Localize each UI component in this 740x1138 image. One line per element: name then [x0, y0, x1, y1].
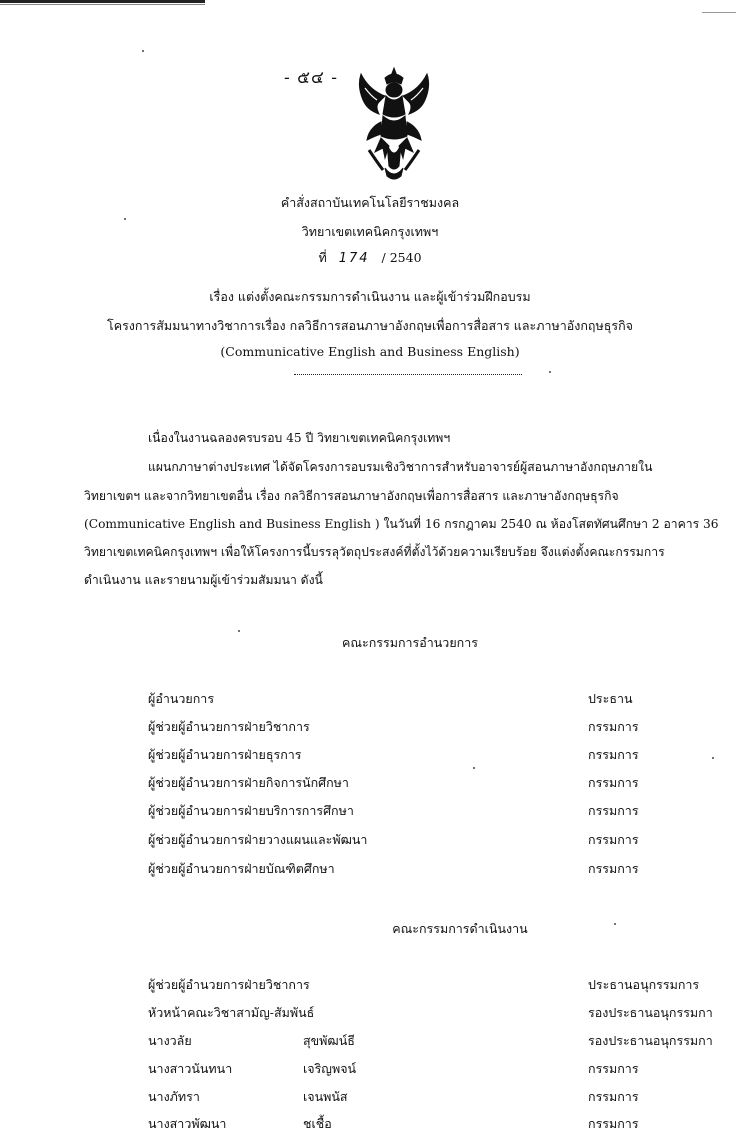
paragraph-line: (Communicative English and Business English ) ในวันที่ 16 กรกฎาคม 2540 ณ ห้องโสตทัศนศึกษา 2 อาคาร 36 — [84, 517, 719, 531]
committee-row — [0, 689, 740, 711]
project-title-english: (Communicative English and Business English) — [220, 344, 520, 359]
member-role: กรรมการ — [588, 1061, 639, 1076]
member-position: ผู้ช่วยผู้อำนวยการฝ่ายวิชาการ — [148, 977, 310, 992]
committee-row — [0, 830, 740, 852]
member-role: กรรมการ — [588, 1089, 639, 1104]
member-role: กรรมการ — [588, 803, 639, 818]
member-last-name: สุขพัฒน์ธี — [303, 1033, 355, 1048]
issuing-organization: คำสั่งสถาบันเทคโนโลยีราชมงคล — [280, 195, 460, 210]
paragraph-intro: เนื่องในงานฉลองครบรอบ 45 ปี วิทยาเขตเทคนิคกรุงเทพฯ — [148, 431, 451, 445]
member-position: ผู้ช่วยผู้อำนวยการฝ่ายบริการการศึกษา — [148, 803, 354, 818]
committee-row — [0, 859, 740, 881]
member-role: กรรมการ — [588, 832, 639, 847]
committee-row — [0, 975, 740, 997]
member-position: ผู้ช่วยผู้อำนวยการฝ่ายบัณฑิตศึกษา — [148, 861, 335, 876]
scan-speck — [549, 371, 551, 373]
issuing-campus: วิทยาเขตเทคนิคกรุงเทพฯ — [301, 224, 439, 239]
scan-edge-mark — [0, 0, 205, 3]
member-position: ผู้ช่วยผู้อำนวยการฝ่ายธุรการ — [148, 747, 302, 762]
member-last-name: เจริญพจน์ — [303, 1061, 357, 1076]
order-subject: เรื่อง แต่งตั้งคณะกรรมการดำเนินงาน และผู้เข้าร่วมฝึกอบรม — [209, 289, 531, 304]
member-last-name: เจนพนัส — [303, 1089, 348, 1104]
member-position: หัวหน้าคณะวิชาสามัญ-สัมพันธ์ — [148, 1005, 315, 1020]
paragraph-line: ดำเนินงาน และรายนามผู้เข้าร่วมสัมมนา ดังนี้ — [84, 573, 323, 587]
member-role: ประธานอนุกรรมการ — [588, 977, 700, 992]
committee-row — [0, 1059, 740, 1081]
committee-row — [0, 1003, 740, 1025]
member-position: ผู้ช่วยผู้อำนวยการฝ่ายกิจการนักศึกษา — [148, 775, 349, 790]
member-first-name: นางวลัย — [148, 1033, 192, 1048]
member-position: ผู้ช่วยผู้อำนวยการฝ่ายวิชาการ — [148, 719, 310, 734]
scan-speck — [142, 50, 144, 52]
committee-row — [0, 1114, 740, 1136]
garuda-emblem-icon — [355, 66, 433, 182]
paragraph-line: วิทยาเขตฯ และจากวิทยาเขตอื่น เรื่อง กลวิธีการสอนภาษาอังกฤษเพื่อการสื่อสาร และภาษาอังกฤษธุรกิจ — [84, 489, 619, 503]
committee-row — [0, 745, 740, 767]
member-first-name: นางสาวนันทนา — [148, 1061, 233, 1076]
dotted-separator — [294, 373, 522, 375]
committee-row — [0, 717, 740, 739]
scan-edge-mark — [702, 12, 736, 13]
scan-speck — [473, 767, 475, 769]
page-number: - ๕๔ - — [284, 68, 339, 88]
member-last-name: ชเชื้อ — [303, 1116, 332, 1131]
committee-row — [0, 773, 740, 795]
member-role: กรรมการ — [588, 719, 639, 734]
committee-row — [0, 801, 740, 823]
member-position: ผู้อำนวยการ — [148, 691, 215, 706]
scan-speck — [238, 630, 240, 632]
committee-row — [0, 1087, 740, 1109]
member-role: กรรมการ — [588, 747, 639, 762]
member-role: รองประธานอนุกรรมกา — [588, 1005, 713, 1020]
paragraph-line: แผนกภาษาต่างประเทศ ได้จัดโครงการอบรมเชิงวิชาการสำหรับอาจารย์ผู้สอนภาษาอังกฤษภายใน — [148, 460, 653, 474]
project-title: โครงการสัมมนาทางวิชาการเรื่อง กลวิธีการสอนภาษาอังกฤษเพื่อการสื่อสาร และภาษาอังกฤษธุรกิจ — [107, 318, 633, 333]
order-year: / 2540 — [381, 250, 422, 265]
member-position: ผู้ช่วยผู้อำนวยการฝ่ายวางแผนและพัฒนา — [148, 832, 368, 847]
member-first-name: นางภัทรา — [148, 1089, 200, 1104]
committee-row — [0, 1031, 740, 1053]
paragraph-line: วิทยาเขตเทคนิคกรุงเทพฯ เพื่อให้โครงการนี้บรรลุวัตถุประสงค์ที่ตั้งไว้ด้วยความเรียบร้อย จึงแต่งตั้งคณะกรรมการ — [84, 545, 665, 559]
scan-speck — [124, 218, 126, 220]
member-role: กรรมการ — [588, 775, 639, 790]
member-role: ประธาน — [588, 691, 633, 706]
member-role: กรรมการ — [588, 861, 639, 876]
member-role: กรรมการ — [588, 1116, 639, 1131]
handwritten-order-number: 174 — [338, 251, 370, 266]
member-first-name: นางสาวพัฒนา — [148, 1116, 227, 1131]
steering-committee-heading: คณะกรรมการอำนวยการ — [342, 635, 478, 650]
order-prefix: ที่ — [318, 250, 327, 265]
operating-committee-heading: คณะกรรมการดำเนินงาน — [392, 921, 528, 936]
scan-edge-mark — [0, 4, 205, 5]
member-role: รองประธานอนุกรรมกา — [588, 1033, 713, 1048]
order-number-line — [0, 248, 740, 268]
